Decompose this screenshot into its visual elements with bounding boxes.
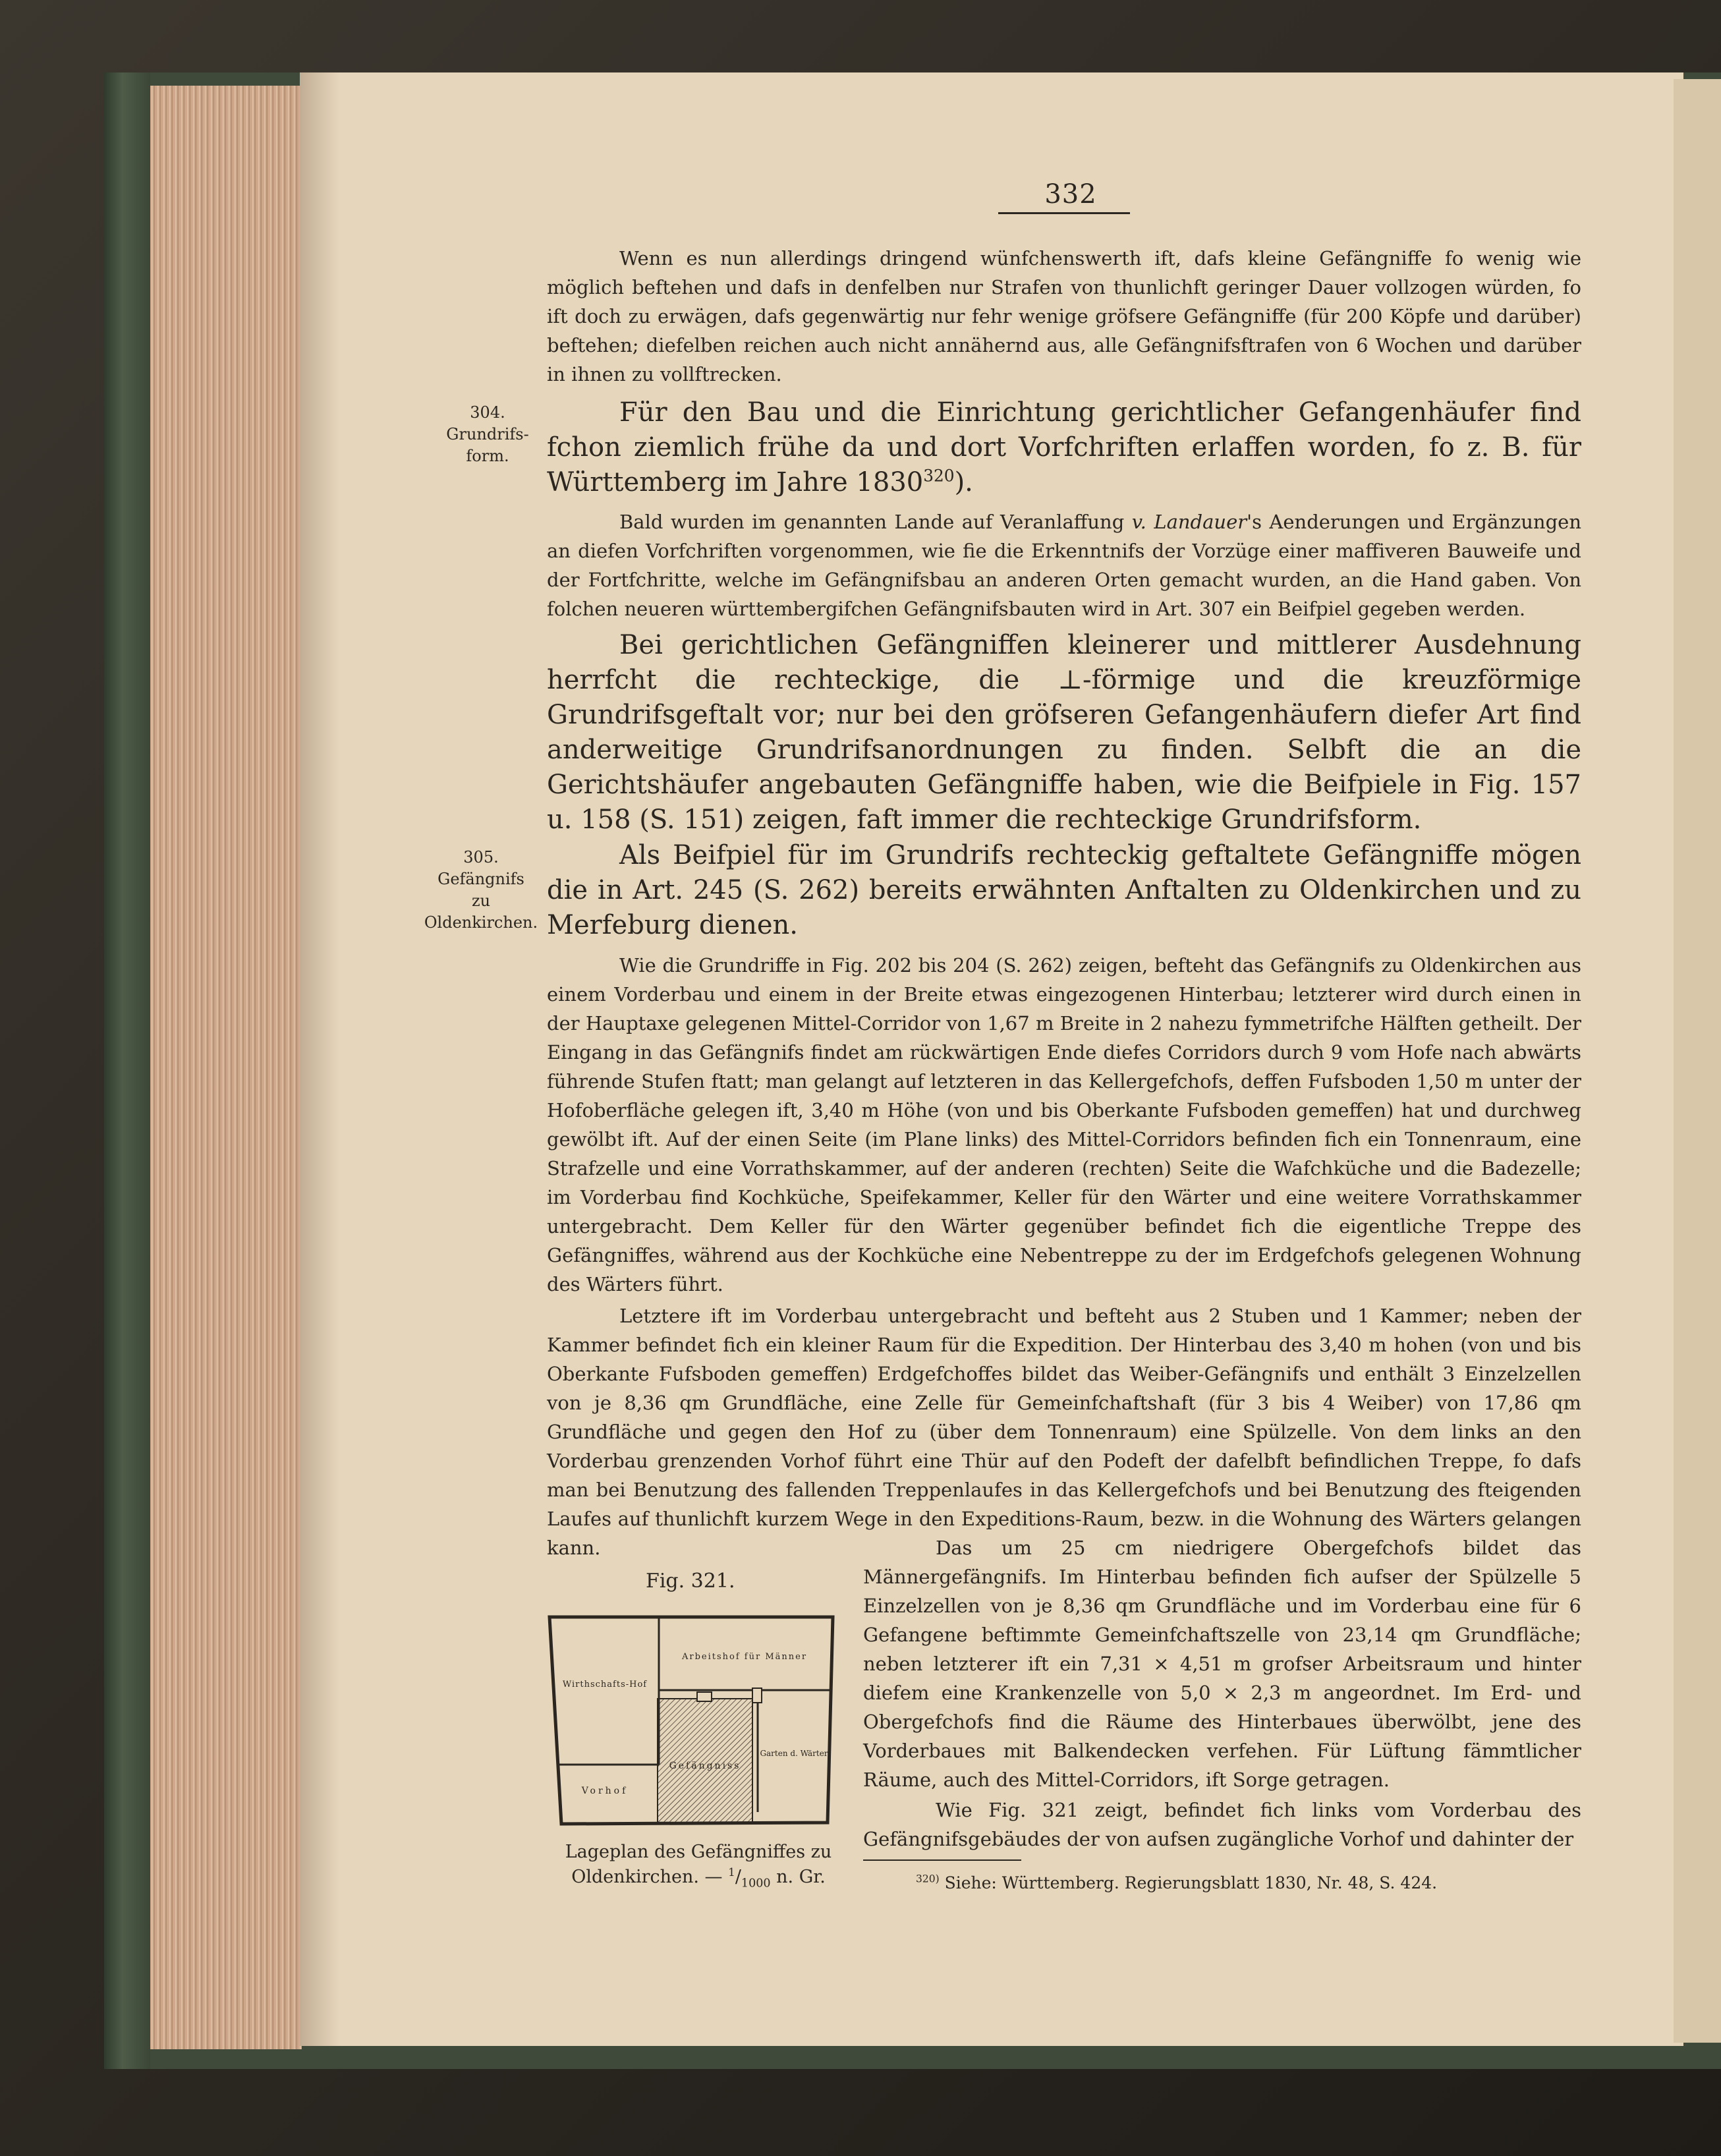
paragraph-9: Wie Fig. 321 zeigt, befindet fich links vom Vorderbau des Gefängnifsgebäudes der von aufsen zugängliche Vorhof und dahinter der: [863, 1799, 1581, 1850]
paragraph-7: Letztere ift im Vorderbau untergebracht und befteht aus 2 Stuben und 1 Kammer; neben der Kammer befindet fich ein kleiner Raum für die Expedition. Der Hinterbau des 3,40 m hohen (von und bis Oberkante Fufsboden gemeffen) Erdgefchoffes bildet das Weiber-Gefängnifs und enthält 3 Einzelzellen von je 8,36 qm Grundfläche, eine Zelle für Gemeinfchaftshaft (für 3 bis 4 Weiber) von 17,86 qm Grundfläche und gegen den Hof zu (über dem Tonnenraum) eine Spülzelle. Von dem links an den Vorderbau grenzenden Vorhof führt eine Thür auf den Podeft der dafelbft befindlichen Treppe, fo dafs man bei Benutzung des fallenden Treppenlaufes in das Kellergefchofs und bei Benutzung des fteigenden Laufes auf thunlichft kurzem Wege in den Expeditions-Raum, bezw. in die Wohnung des Wärters gelangen kann.: [547, 1305, 1581, 1559]
label-vorhof: Vorhof: [581, 1786, 629, 1796]
building-annex: [752, 1688, 762, 1703]
page-edges: [150, 86, 302, 2049]
footnote-rule: [863, 1859, 1021, 1861]
figure-legend: [560, 1840, 837, 1896]
margin-note-305: [415, 847, 547, 934]
scale-denominator: 1000: [741, 1877, 771, 1890]
legend-place: Oldenkirchen. —: [571, 1867, 723, 1887]
paragraph-3-a: Bald wurden im genannten Lande auf Veranlaffung: [619, 511, 1132, 533]
paragraph-1: Wenn es nun allerdings dringend wünfchenswerth ift, dafs kleine Gefängniffe fo wenig wie möglich beftehen und dafs in denfelben nur Strafen von thunlichft geringer Dauer vollzogen würden, fo ift doch zu erwägen, dafs gegenwärtig nur fehr wenige gröfsere Gefängniffe (für 200 Köpfe und darüber) beftehen; diefelben reichen auch nicht annähernd aus, alle Gefängnifsftrafen von 6 Wochen und darüber in ihnen zu vollftrecken.: [547, 247, 1581, 385]
page-number-rule: [998, 212, 1130, 214]
margin-note-line: zu: [471, 892, 491, 910]
paragraph-5: Als Beifpiel für im Grundrifs rechteckig geftaltete Gefängniffe mögen die in Art. 245 (S. 262) bereits erwähnten Anftalten zu Oldenkirchen und zu Merfeburg dienen.: [547, 840, 1581, 940]
margin-note-line: Gefängnifs: [437, 870, 524, 888]
margin-note-line: Grundrifs-: [446, 425, 529, 443]
site-plan-figure: [547, 1614, 835, 1829]
building-annex: [697, 1692, 712, 1701]
footnote-ref: 320: [923, 466, 955, 486]
paragraph-2-text: Für den Bau und die Einrichtung gerichtlicher Gefangenhäufer find fchon ziemlich frühe da und dort Vorfchriften erlaffen worden, fo z. B. für Württemberg im Jahre 1830: [547, 397, 1581, 497]
footnote-number: 320): [916, 1873, 940, 1885]
label-gefaengniss: Gefängniss: [669, 1761, 741, 1771]
paragraph-8: Das um 25 cm niedrigere Obergefchofs bildet das Männergefängnifs. Im Hinterbau befinden fich aufser der Spülzelle 5 Einzelzellen von je 8,36 qm Grundfläche und im Vorderbau eine für 6 Gefangene beftimmte Gemeinfchaftszelle von 23,14 qm Grundfläche; neben letzterer ift ein 7,31 × 4,51 m grofser Arbeitsraum und hinter diefem eine Krankenzelle von 5,0 × 2,3 m angeordnet. Im Erd- und Obergefchofs find die Räume des Hinterbaues überwölbt, jene des Vorderbaues mit Balkendecken verfehen. Für Lüftung fämmtlicher Räume, auch des Mittel-Corridors, ift Sorge getragen.: [863, 1537, 1581, 1791]
book-spine: [104, 72, 150, 2069]
label-garten: Garten d. Wärter: [760, 1749, 828, 1758]
label-arbeitshof: Arbeitshof für Männer: [681, 1652, 808, 1662]
paragraph-4: Bei gerichtlichen Gefängniffen kleinerer und mittlerer Ausdehnung herrfcht die rechteckige, die ⊥-förmige und die kreuzförmige Grundrifsgeftalt vor; nur bei den gröfseren Gefangenhäufern diefer Art find anderweitige Grundrifsanordnungen zu finden. Selbft die an die Gerichtshäufer angebauten Gefängniffe haben, wie die Beifpiele in Fig. 157 u. 158 (S. 151) zeigen, faft immer die rechteckige Grundrifsform.: [547, 630, 1581, 835]
paragraph-2-end: ).: [954, 467, 973, 497]
legend-scale-unit: n. Gr.: [776, 1867, 826, 1887]
margin-note-number: 305.: [463, 848, 499, 866]
next-page-edge: [1674, 79, 1721, 2043]
margin-note-number: 304.: [470, 403, 505, 422]
margin-note-line: Oldenkirchen.: [424, 913, 538, 932]
gutter-shadow: [300, 72, 339, 2046]
scale-numerator: 1: [728, 1865, 735, 1879]
paragraph-6: Wie die Grundriffe in Fig. 202 bis 204 (S. 262) zeigen, befteht das Gefängnifs zu Oldenkirchen aus einem Vorderbau und einem in der Breite etwas eingezogenen Hinterbau; letzterer wird durch einen in der Hauptaxe gelegenen Mittel-Corridor von 1,67 m Breite in 2 nahezu fymmetrifche Hälften getheilt. Der Eingang in das Gefängnifs findet am rückwärtigen Ende diefes Corridors durch 9 vom Hofe nach abwärts führende Stufen ftatt; man gelangt auf letzteren in das Kellergefchofs, deffen Fufsboden 1,50 m unter der Hofoberfläche gelegen ift, 3,40 m Höhe (von und bis Oberkante Fufsboden gemeffen) hat und durchweg gewölbt ift. Auf der einen Seite (im Plane links) des Mittel-Corridors befinden fich ein Tonnenraum, eine Strafzelle und eine Vorrathskammer, auf der anderen (rechten) Seite die Wafchküche und die Badezelle; im Vorderbau find Kochküche, Speifekammer, Keller für den Wärter und eine weitere Vorrathskammer untergebracht. Dem Keller für den Wärter gegenüber befindet fich die eigentliche Treppe des Gefängniffes, während aus der Kochküche eine Nebentreppe zu der im Erdgefchofs gelegenen Wohnung des Wärters führt.: [547, 954, 1581, 1295]
legend-line: Lageplan des Gefängniffes zu: [565, 1842, 832, 1862]
person-name: v. Landauer: [1131, 511, 1247, 533]
paragraph-3: [547, 507, 1581, 623]
margin-note-304: [422, 402, 553, 467]
label-wirthschaftshof: Wirthschafts-Hof: [562, 1680, 648, 1689]
figure-caption: Fig. 321.: [646, 1570, 735, 1593]
footnote: [916, 1871, 1437, 1895]
footnote-text: Siehe: Württemberg. Regierungsblatt 1830, Nr. 48, S. 424.: [944, 1873, 1438, 1892]
page-number: 332: [1044, 179, 1097, 210]
legend-line-2: Oldenkirchen. — $^1/_{1000}$ n. Gr.: [571, 1865, 826, 1890]
paragraph-2: [547, 395, 1581, 500]
paragraph-3-b: 's Aenderungen und Ergänzungen an diefen Vorfchriften vorgenommen, wie fie die Erkenntnifs der Vorzüge einer maffiveren Bauweife und der Fortfchritte, welche im Gefängnifsbau an anderen Orten gemacht wurden, an die Hand gaben. Von folchen neueren württembergifchen Gefängnifsbauten wird in Art. 307 ein Beifpiel gegeben werden.: [547, 511, 1581, 620]
margin-note-line: form.: [466, 447, 509, 465]
